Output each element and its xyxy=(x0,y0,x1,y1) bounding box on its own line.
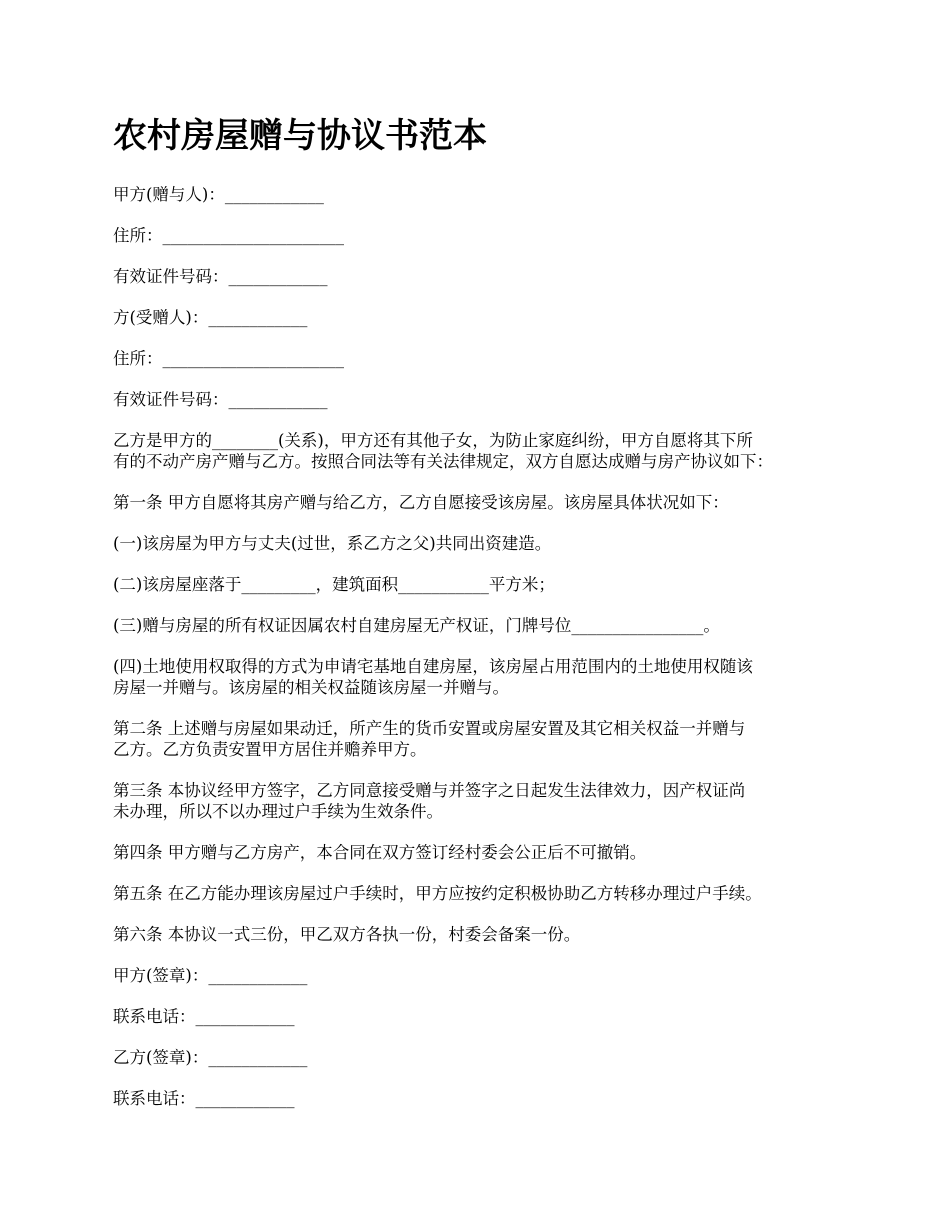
paragraph-line: 乙方是甲方的________(关系)，甲方还有其他子女，为防止家庭纠纷，甲方自愿将其下所 xyxy=(113,431,753,450)
article-1-item-1 xyxy=(113,533,853,554)
paragraph-line: (三)赠与房屋的所有权证因属农村自建房屋无产权证，门牌号位________________。 xyxy=(113,616,720,635)
paragraph-line: 乙方(签章)：____________ xyxy=(113,1048,308,1067)
paragraph-line: 乙方。乙方负责安置甲方居住并赡养甲方。 xyxy=(113,740,427,759)
paragraph-line: (一)该房屋为甲方与丈夫(过世，系乙方之父)共同出资建造。 xyxy=(113,534,552,553)
article-6 xyxy=(113,924,853,945)
paragraph-line: 第六条 本协议一式三份，甲乙双方各执一份，村委会备案一份。 xyxy=(113,925,581,944)
party-b-address-line xyxy=(113,348,853,369)
paragraph-line: (二)该房屋座落于_________，建筑面积___________平方米； xyxy=(113,575,555,594)
paragraph-line: 第二条 上述赠与房屋如果动迁，所产生的货币安置或房屋安置及其它相关权益一并赠与 xyxy=(113,719,746,738)
paragraph-line: 有的不动产房产赠与乙方。按照合同法等有关法律规定，双方自愿达成赠与房产协议如下： xyxy=(113,452,773,471)
paragraph-line: 第一条 甲方自愿将其房产赠与给乙方，乙方自愿接受该房屋。该房屋具体状况如下： xyxy=(113,493,729,512)
article-1-item-4 xyxy=(113,656,853,698)
article-1-item-2 xyxy=(113,574,853,595)
article-4 xyxy=(113,842,853,863)
document-page xyxy=(113,110,853,1129)
paragraph-line: 房屋一并赠与。该房屋的相关权益随该房屋一并赠与。 xyxy=(113,678,509,697)
paragraph-line: 住所：______________________ xyxy=(113,349,344,368)
party-b-phone-line xyxy=(113,1088,853,1109)
article-1-item-3 xyxy=(113,615,853,636)
preamble-paragraph xyxy=(113,430,853,472)
paragraph-line: 联系电话：____________ xyxy=(113,1007,295,1026)
paragraph-line: 联系电话：____________ xyxy=(113,1089,295,1108)
party-b-signature-line xyxy=(113,1047,853,1068)
paragraph-line: 第三条 本协议经甲方签字，乙方同意接受赠与并签字之日起发生法律效力，因产权证尚 xyxy=(113,781,746,800)
party-b-id-line xyxy=(113,389,853,410)
article-3 xyxy=(113,780,853,822)
document-title: 农村房屋赠与协议书范本 xyxy=(113,116,487,156)
party-a-address-line xyxy=(113,225,853,246)
article-5 xyxy=(113,883,853,904)
paragraph-line: 甲方(签章)：____________ xyxy=(113,966,308,985)
party-a-id-line xyxy=(113,266,853,287)
paragraph-line: 第四条 甲方赠与乙方房产，本合同在双方签订经村委会公正后不可撤销。 xyxy=(113,843,647,862)
paragraph-line: 有效证件号码：____________ xyxy=(113,390,328,409)
paragraph-line: 方(受赠人)：____________ xyxy=(113,308,308,327)
article-1 xyxy=(113,492,853,513)
paragraph-line: (四)土地使用权取得的方式为申请宅基地自建房屋，该房屋占用范围内的土地使用权随该 xyxy=(113,657,753,676)
party-a-phone-line xyxy=(113,1006,853,1027)
paragraph-line: 未办理，所以不以办理过户手续为生效条件。 xyxy=(113,802,443,821)
party-b-donee-line xyxy=(113,307,853,328)
paragraph-line: 住所：______________________ xyxy=(113,226,344,245)
paragraph-line: 第五条 在乙方能办理该房屋过户手续时，甲方应按约定积极协助乙方转移办理过户手续。 xyxy=(113,884,762,903)
paragraph-line: 有效证件号码：____________ xyxy=(113,267,328,286)
party-a-donor-line xyxy=(113,184,853,205)
party-a-signature-line xyxy=(113,965,853,986)
article-2 xyxy=(113,718,853,760)
paragraph-line: 甲方(赠与人)：____________ xyxy=(113,185,324,204)
